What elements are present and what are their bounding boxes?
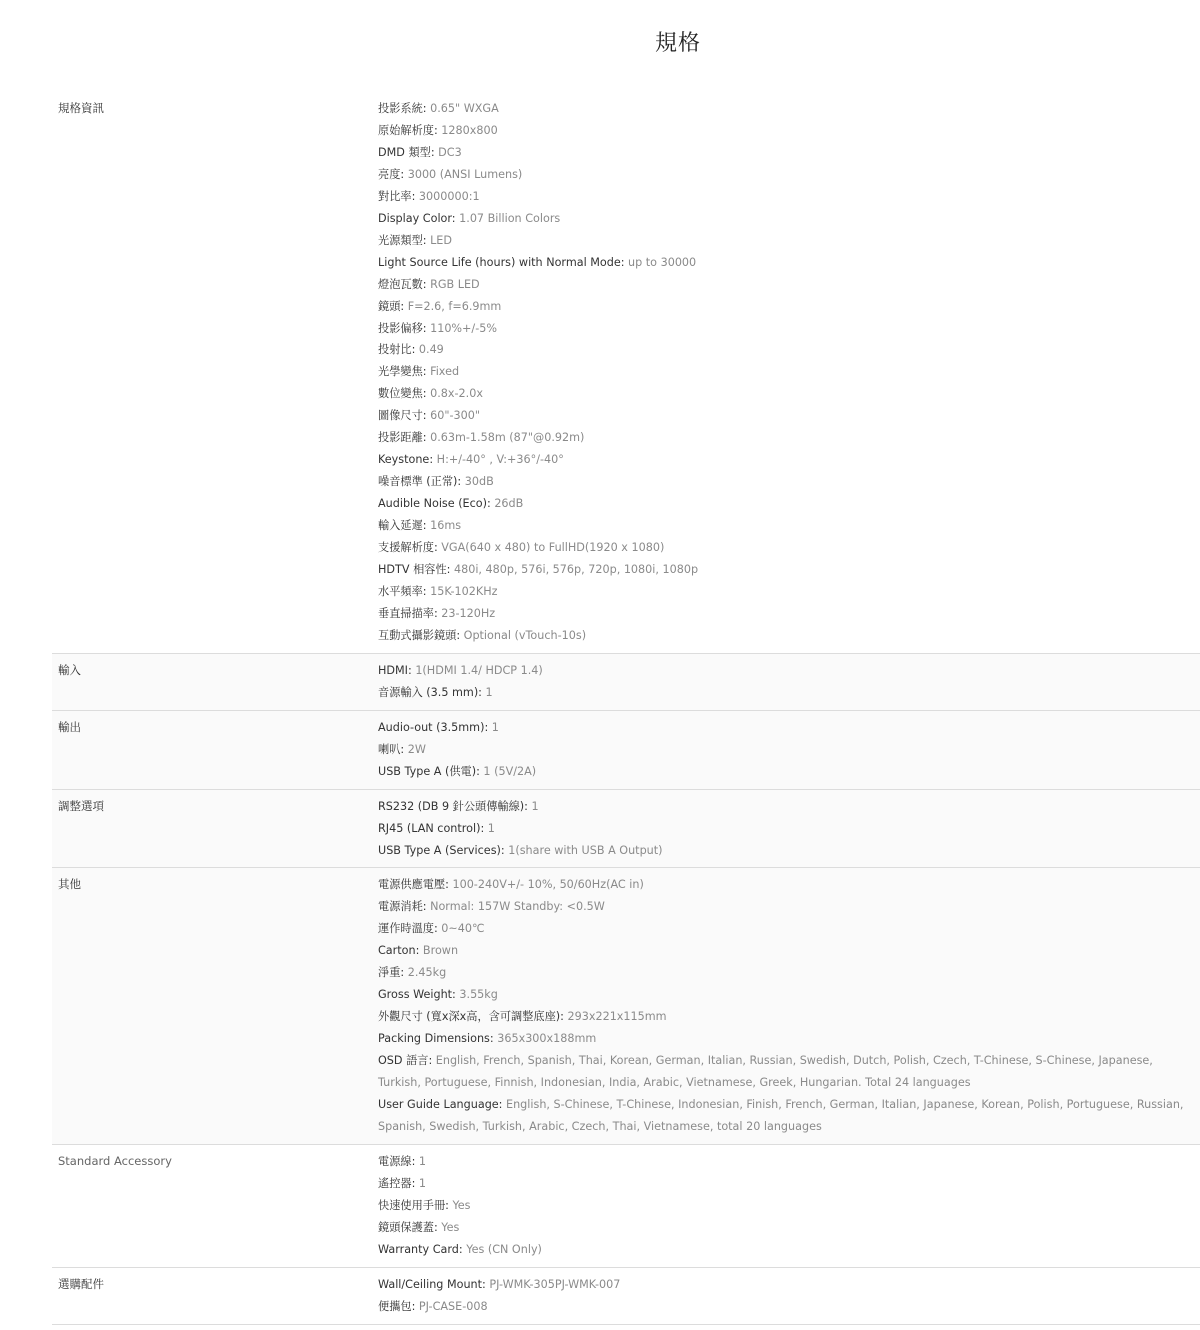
spec-value: 30dB: [464, 475, 494, 489]
spec-key: 音源輸入 (3.5 mm):: [378, 685, 486, 699]
spec-value: 23-120Hz: [441, 606, 496, 620]
spec-item: [378, 1173, 1192, 1195]
spec-item: [378, 427, 1192, 449]
spec-item: [378, 274, 1192, 296]
section-label: 調整選項: [58, 798, 104, 813]
spec-key: 噪音標準 (正常):: [378, 475, 465, 489]
spec-item: [378, 962, 1192, 984]
spec-value: 0.65" WXGA: [430, 102, 499, 115]
spec-value: 0.63m-1.58m (87"@0.92m): [430, 431, 585, 445]
spec-value: 1: [485, 685, 493, 699]
spec-item: [378, 818, 1192, 840]
spec-key: Display Color:: [378, 211, 460, 225]
spec-key: Audio-out (3.5mm):: [378, 720, 492, 734]
spec-value: Yes: [452, 1198, 471, 1212]
spec-key: Warranty Card:: [378, 1242, 467, 1256]
spec-value: 1(share with USB A Output): [508, 843, 663, 857]
spec-value: 1(HDMI 1.4/ HDCP 1.4): [415, 663, 543, 677]
spec-key: 電源線:: [378, 1154, 419, 1168]
spec-key: 電源供應電壓:: [378, 878, 453, 892]
spec-item: [378, 1239, 1192, 1261]
spec-item: [378, 361, 1192, 383]
section-items: [372, 874, 1200, 1137]
spec-key: Keystone:: [378, 453, 437, 467]
spec-value: 365x300x188mm: [497, 1032, 597, 1046]
spec-item: [378, 405, 1192, 427]
spec-item: [378, 208, 1192, 230]
spec-key: 亮度:: [378, 167, 408, 181]
spec-key: 對比率:: [378, 189, 419, 203]
spec-key: 互動式攝影鏡頭:: [378, 628, 464, 642]
spec-value: 0~40℃: [441, 922, 485, 936]
spec-key: RJ45 (LAN control):: [378, 821, 488, 835]
spec-value: 3000000:1: [418, 189, 480, 203]
spec-value: 3.55kg: [459, 988, 498, 1002]
spec-value: VGA(640 x 480) to FullHD(1920 x 1080): [441, 541, 665, 555]
spec-item: [378, 1094, 1192, 1138]
spec-section: [52, 1145, 1200, 1268]
spec-key: 淨重:: [378, 966, 408, 980]
spec-key: 投射比:: [378, 343, 419, 357]
section-label: 輸出: [58, 719, 81, 734]
spec-item: [378, 1217, 1192, 1239]
spec-key: 快速使用手冊:: [378, 1198, 453, 1212]
spec-item: [378, 1274, 1192, 1296]
spec-item: [378, 581, 1192, 603]
spec-key: 鏡頭保護蓋:: [378, 1220, 442, 1234]
spec-item: [378, 383, 1192, 405]
spec-item: [378, 471, 1192, 493]
spec-value: 16ms: [430, 519, 462, 533]
spec-section: [52, 654, 1200, 711]
spec-item: [378, 940, 1192, 962]
spec-key: DMD 類型:: [378, 145, 439, 159]
spec-item: [378, 761, 1192, 783]
spec-table: [52, 94, 1200, 1325]
spec-value: 15K-102KHz: [430, 584, 498, 598]
spec-key: HDTV 相容性:: [378, 563, 454, 577]
spec-key: 燈泡瓦數:: [378, 277, 431, 291]
spec-item: [378, 230, 1192, 252]
spec-key: 投影系統:: [378, 102, 431, 115]
spec-key: 鏡頭:: [378, 299, 408, 313]
section-label: 規格資訊: [58, 101, 104, 115]
spec-value: 1: [418, 1154, 427, 1168]
spec-item: [378, 1050, 1192, 1094]
spec-item: [378, 318, 1192, 340]
spec-value: LED: [430, 233, 452, 247]
spec-key: 投影距離:: [378, 431, 431, 445]
spec-item: [378, 252, 1192, 274]
spec-key: User Guide Language:: [378, 1097, 507, 1111]
spec-value: 293x221x115mm: [567, 1010, 667, 1024]
spec-key: Light Source Life (hours) with Normal Mode:: [378, 255, 629, 269]
section-items: [372, 1274, 1200, 1318]
spec-item: [378, 1028, 1192, 1050]
spec-item: [378, 984, 1192, 1006]
page-title: 規格: [654, 31, 701, 56]
spec-value: Normal: 157W Standby: <0.5W: [430, 900, 605, 914]
spec-item: [378, 559, 1192, 581]
section-label: 其他: [58, 877, 81, 892]
section-items: [372, 98, 1200, 647]
spec-value: F=2.6, f=6.9mm: [407, 299, 502, 313]
spec-item: [378, 1006, 1192, 1028]
spec-value: Fixed: [430, 365, 460, 379]
spec-key: USB Type A (供電):: [378, 764, 484, 778]
spec-key: 喇叭:: [378, 742, 408, 756]
spec-key: 垂直掃描率:: [378, 606, 442, 620]
spec-item: [378, 98, 1192, 120]
spec-item: [378, 339, 1192, 361]
spec-value: 60"-300": [430, 409, 480, 423]
spec-key: 輸入延遲:: [378, 519, 431, 533]
spec-item: [378, 717, 1192, 739]
spec-key: Wall/Ceiling Mount:: [378, 1277, 490, 1291]
spec-value: English, French, Spanish, Thai, Korean, German, Italian, Russian, Swedish, Dutch, Polish, Czech, T-Chinese, S-Chinese, Japanese, Turkish, Portuguese, Finnish, Indonesian, India, Arabic, Vietnamese, Greek, Hungarian. Total 24 languages: [378, 1054, 1153, 1090]
spec-item: [378, 120, 1192, 142]
section-label: Standard Accessory: [58, 1153, 172, 1168]
spec-item: [378, 682, 1192, 704]
spec-key: Audible Noise (Eco):: [378, 497, 495, 511]
spec-item: [378, 1151, 1192, 1173]
spec-key: Carton:: [378, 944, 423, 958]
spec-item: [378, 874, 1192, 896]
spec-key: 水平頻率:: [378, 584, 431, 598]
spec-value: 3000 (ANSI Lumens): [407, 167, 523, 181]
spec-value: 480i, 480p, 576i, 576p, 720p, 1080i, 1080p: [453, 563, 699, 577]
spec-key: USB Type A (Services):: [378, 843, 509, 857]
spec-key: 電源消耗:: [378, 900, 431, 914]
spec-value: 0.8x-2.0x: [430, 387, 483, 401]
spec-item: [378, 186, 1192, 208]
spec-section: [52, 94, 1200, 654]
spec-key: 遙控器:: [378, 1176, 419, 1190]
spec-value: 0.49: [418, 343, 444, 357]
section-items: [372, 796, 1200, 862]
spec-value: 26dB: [494, 497, 524, 511]
section-items: [372, 717, 1200, 783]
spec-item: [378, 515, 1192, 537]
spec-value: 100-240V+/- 10%, 50/60Hz(AC in): [452, 878, 644, 892]
spec-section: [52, 1268, 1200, 1325]
spec-key: 光源類型:: [378, 233, 431, 247]
spec-item: [378, 918, 1192, 940]
spec-key: 支援解析度:: [378, 541, 442, 555]
spec-key: Gross Weight:: [378, 988, 460, 1002]
spec-value: Brown: [422, 944, 459, 958]
spec-value: RGB LED: [430, 277, 480, 291]
spec-value: PJ-CASE-008: [418, 1299, 488, 1313]
spec-value: 1: [531, 799, 539, 813]
spec-section: [52, 790, 1200, 869]
spec-item: [378, 796, 1192, 818]
spec-item: [378, 142, 1192, 164]
section-items: [372, 1151, 1200, 1261]
spec-key: RS232 (DB 9 針公頭傳輸線):: [378, 799, 532, 813]
spec-item: [378, 739, 1192, 761]
spec-value: 1: [487, 821, 495, 835]
spec-value: 1.07 Billion Colors: [459, 211, 561, 225]
spec-value: Yes: [441, 1220, 460, 1234]
spec-value: PJ-WMK-305PJ-WMK-007: [489, 1277, 621, 1291]
spec-key: OSD 語言:: [378, 1054, 436, 1068]
section-items: [372, 660, 1200, 704]
spec-key: 便攜包:: [378, 1299, 419, 1313]
spec-value: 1280x800: [441, 123, 498, 137]
spec-item: [378, 1296, 1192, 1318]
spec-value: up to 30000: [628, 255, 697, 269]
spec-key: 光學變焦:: [378, 365, 431, 379]
spec-key: Packing Dimensions:: [378, 1032, 498, 1046]
spec-key: 圖像尺寸:: [378, 409, 431, 423]
spec-item: [378, 840, 1192, 862]
spec-item: [378, 603, 1192, 625]
spec-value: 1: [418, 1176, 427, 1190]
spec-value: H:+/-40° , V:+36°/-40°: [436, 453, 564, 467]
spec-key: 外觀尺寸 (寬x深x高，含可調整底座):: [378, 1010, 568, 1024]
spec-key: 運作時溫度:: [378, 922, 442, 936]
spec-key: 數位變焦:: [378, 387, 431, 401]
spec-key: 投影偏移:: [378, 321, 431, 335]
spec-value: 2W: [407, 742, 426, 756]
section-label: 選購配件: [58, 1276, 104, 1291]
spec-value: Optional (vTouch-10s): [463, 628, 587, 642]
spec-value: 110%+/-5%: [430, 321, 497, 335]
spec-section: [52, 868, 1200, 1144]
spec-section: [52, 711, 1200, 790]
spec-item: [378, 660, 1192, 682]
spec-item: [378, 164, 1192, 186]
spec-key: 原始解析度:: [378, 123, 442, 137]
spec-item: [378, 493, 1192, 515]
spec-value: DC3: [438, 145, 462, 159]
spec-item: [378, 625, 1192, 647]
spec-value: Yes (CN Only): [466, 1242, 542, 1256]
spec-value: 2.45kg: [407, 966, 447, 980]
spec-item: [378, 449, 1192, 471]
spec-key: HDMI:: [378, 663, 416, 677]
spec-item: [378, 896, 1192, 918]
section-label: 輸入: [58, 662, 81, 677]
spec-value: English, S-Chinese, T-Chinese, Indonesian, Finish, French, German, Italian, Japanese, Korean, Polish, Portuguese, Russian, Spanish, Swedish, Turkish, Arabic, Czech, Thai, Vietnamese, total 20 languages: [378, 1097, 1184, 1133]
spec-value: 1: [491, 720, 499, 734]
spec-value: 1 (5V/2A): [483, 764, 537, 778]
spec-item: [378, 537, 1192, 559]
spec-item: [378, 1195, 1192, 1217]
spec-item: [378, 296, 1192, 318]
